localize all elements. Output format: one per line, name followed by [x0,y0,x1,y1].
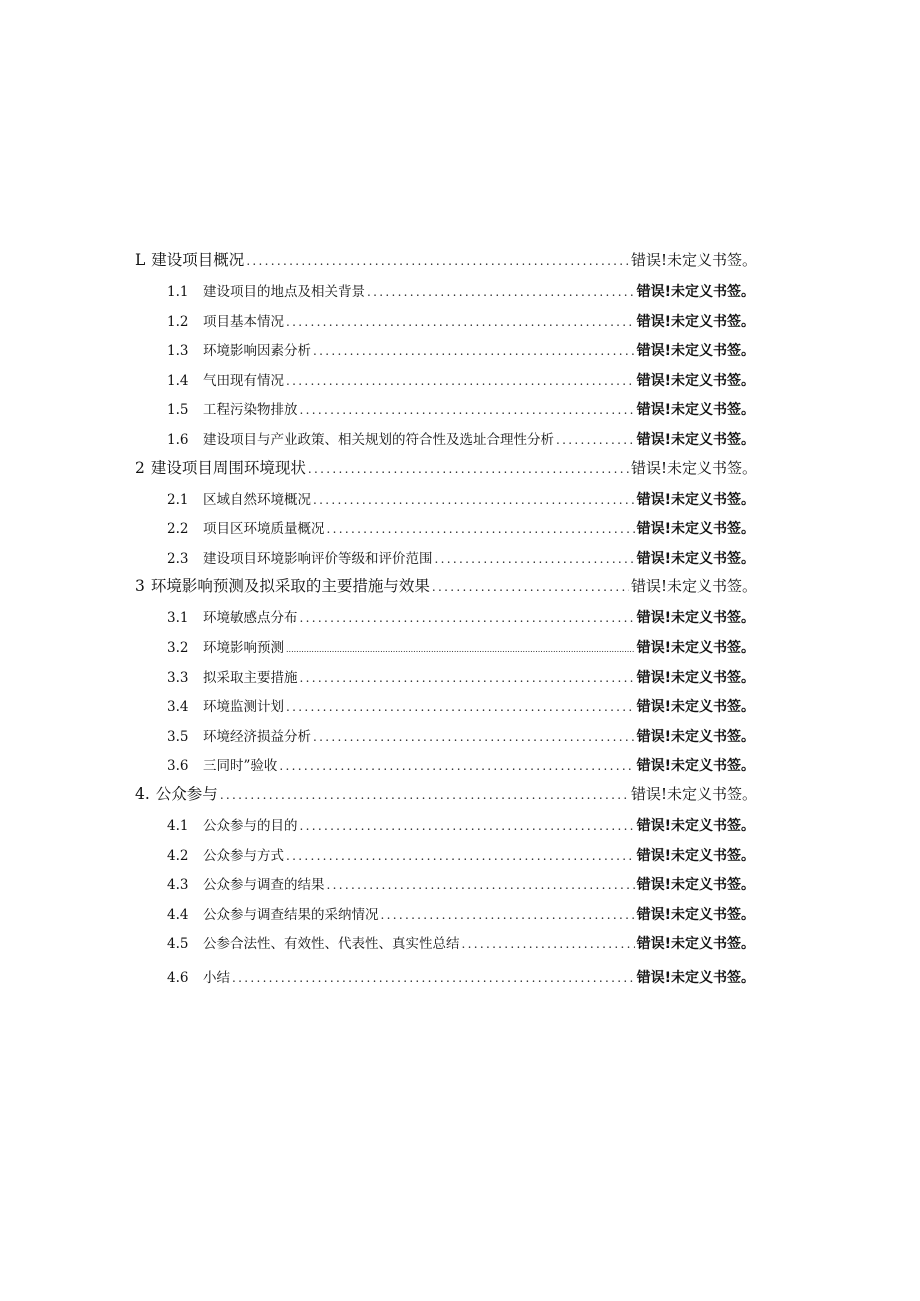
toc-page-reference: 错误!未定义书签。 [630,458,757,477]
toc-entry-title: 建设项目与产业政策、相关规划的符合性及选址合理性分析 [203,431,554,448]
toc-dot-leader [313,493,635,507]
toc-entry-title: 建设项目概况 [151,251,245,269]
toc-page-reference: 错误!未定义书签。 [636,402,755,419]
toc-entry-title: 建设项目周围环境现状 [150,458,306,477]
toc-entry-title: 工程污染物排放 [203,402,298,419]
toc-dot-leader [286,645,635,654]
toc-entry-number: 4.6 [167,969,189,986]
toc-page-reference: 错误!未定义书签。 [636,639,755,656]
toc-entry-number: 4.3 [167,877,189,894]
table-of-contents [0,248,920,995]
toc-dot-leader [432,580,629,594]
toc-page-reference: 错误!未定义书签。 [636,610,755,627]
toc-entry-number: 2.3 [167,550,189,567]
toc-dot-leader [246,254,629,268]
toc-entry-number: 3.2 [167,639,189,656]
toc-entry-title: 环境影响因素分析 [203,343,311,360]
toc-page-reference: 错误!未定义书签。 [636,669,755,686]
toc-entry-3-4[interactable] [0,695,755,725]
toc-entry-title: 区域自然环境概况 [203,491,311,508]
toc-page-reference: 错误!未定义书签。 [636,491,755,508]
toc-dot-leader [300,611,635,625]
toc-entry-number: 3.5 [167,728,189,745]
toc-entry-number: 1.1 [167,284,189,300]
toc-entry-number: 1.3 [167,343,189,360]
toc-entry-number: 1.5 [167,402,189,419]
toc-dot-leader [286,315,635,329]
toc-dot-leader [367,285,635,299]
toc-entry-title: 环境经济损益分析 [203,728,311,745]
toc-dot-leader [327,878,635,892]
toc-entry-number: L [135,251,146,269]
toc-page-reference: 错误!未定义书签。 [636,906,755,923]
toc-entry-1-2[interactable] [0,310,755,340]
toc-dot-leader [313,344,635,358]
toc-page-reference: 错误!未定义书签。 [636,969,755,986]
toc-entry-title: 环境敏感点分布 [203,610,298,627]
toc-entry-title: 项目区环境质量概况 [203,521,325,538]
toc-page-reference: 错误!未定义书签。 [636,877,755,894]
toc-dot-leader [300,671,635,685]
toc-entry-number: 3 [135,577,145,596]
toc-page-reference: 错误!未定义书签。 [630,577,757,596]
toc-dot-leader [286,700,635,714]
toc-entry-title: 建设项目环境影响评价等级和评价范围 [203,550,433,567]
toc-entry-number: 3.6 [167,758,189,775]
toc-entry-3[interactable] [0,574,757,604]
toc-entry-title: 拟采取主要措施 [203,669,298,686]
toc-dot-leader [381,908,635,922]
toc-dot-leader [300,403,635,417]
toc-dot-leader [286,849,635,863]
toc-dot-leader [220,788,629,802]
toc-page-reference: 错误!未定义书签。 [636,431,755,448]
toc-entry-number: 4.5 [167,936,189,953]
toc-dot-leader [435,552,635,566]
toc-entry-3-1[interactable] [0,606,755,636]
toc-entry-title: 公众参与方式 [203,847,284,864]
toc-entry-2[interactable] [0,456,757,486]
toc-entry-4-6[interactable] [0,966,755,996]
toc-dot-leader [556,433,635,447]
toc-dot-leader [327,522,635,536]
toc-entry-1-4[interactable] [0,369,755,399]
toc-dot-leader [286,374,635,388]
toc-entry-title: 气田现有情况 [203,372,284,389]
toc-entry-title: 公众参与 [155,784,218,803]
toc-entry-1[interactable] [0,248,757,278]
toc-page-reference: 错误!未定义书签。 [636,550,755,567]
toc-entry-number: 4.1 [167,817,189,834]
toc-entry-1-1[interactable] [0,280,755,310]
toc-entry-number: 4. [135,784,150,803]
toc-page-reference: 错误!未定义书签。 [636,284,755,300]
toc-entry-number: 4.4 [167,906,189,923]
toc-entry-4[interactable] [0,782,757,812]
toc-entry-number: 4.2 [167,847,189,864]
toc-entry-number: 1.2 [167,313,189,330]
toc-entry-title: 小结 [203,969,230,986]
toc-dot-leader [279,759,634,773]
toc-entry-3-3[interactable] [0,666,755,696]
toc-entry-number: 2.2 [167,521,189,538]
toc-entry-3-5[interactable] [0,725,755,755]
toc-entry-number: 1.6 [167,431,189,448]
toc-entry-2-2[interactable] [0,517,755,547]
toc-dot-leader [313,730,635,744]
toc-entry-title: 公众参与调查结果的采纳情况 [203,906,379,923]
toc-page-reference: 错误!未定义书签。 [636,817,755,834]
toc-entry-title: 三同时”验收 [203,758,278,775]
toc-page-reference: 错误!未定义书签。 [630,784,757,803]
toc-dot-leader [300,819,635,833]
toc-page-reference: 错误!未定义书签。 [636,699,755,716]
toc-entry-4-5[interactable] [0,932,755,962]
toc-dot-leader [232,971,635,985]
toc-page-reference: 错误!未定义书签。 [636,313,755,330]
toc-entry-title: 公参合法性、有效性、代表性、真实性总结 [203,936,460,953]
toc-entry-1-5[interactable] [0,398,755,428]
toc-entry-4-1[interactable] [0,814,755,844]
toc-page-reference: 错误!未定义书签。 [636,936,755,953]
toc-entry-4-4[interactable] [0,903,755,933]
toc-page-reference: 错误!未定义书签。 [636,758,755,775]
toc-page-reference: 错误!未定义书签。 [636,847,755,864]
toc-entry-2-1[interactable] [0,488,755,518]
toc-page-reference: 错误!未定义书签。 [636,372,755,389]
toc-page-reference: 错误!未定义书签。 [636,343,755,360]
toc-entry-title: 公众参与调查的结果 [203,877,325,894]
toc-page-reference: 错误!未定义书签。 [630,251,757,269]
toc-entry-title: 建设项目的地点及相关背景 [203,284,365,300]
toc-entry-title: 环境影响预测 [203,639,284,656]
toc-dot-leader [308,462,629,476]
toc-entry-number: 1.4 [167,372,189,389]
toc-entry-number: 2 [135,458,145,477]
toc-entry-3-2[interactable] [0,636,755,666]
toc-page-reference: 错误!未定义书签。 [636,521,755,538]
toc-entry-1-6[interactable] [0,428,755,458]
toc-entry-number: 3.3 [167,669,189,686]
toc-entry-title: 公众参与的目的 [203,817,298,834]
toc-entry-number: 3.4 [167,699,189,716]
toc-entry-2-3[interactable] [0,547,755,577]
toc-entry-title: 项目基本情况 [203,313,284,330]
toc-entry-number: 2.1 [167,491,189,508]
toc-entry-title: 环境监测计划 [203,699,284,716]
toc-entry-3-6[interactable] [0,754,755,784]
toc-entry-title: 环境影响预测及拟采取的主要措施与效果 [150,577,430,596]
toc-dot-leader [462,937,635,951]
toc-entry-4-2[interactable] [0,844,755,874]
toc-page-reference: 错误!未定义书签。 [636,728,755,745]
toc-entry-number: 3.1 [167,610,189,627]
toc-entry-4-3[interactable] [0,873,755,903]
toc-entry-1-3[interactable] [0,339,755,369]
